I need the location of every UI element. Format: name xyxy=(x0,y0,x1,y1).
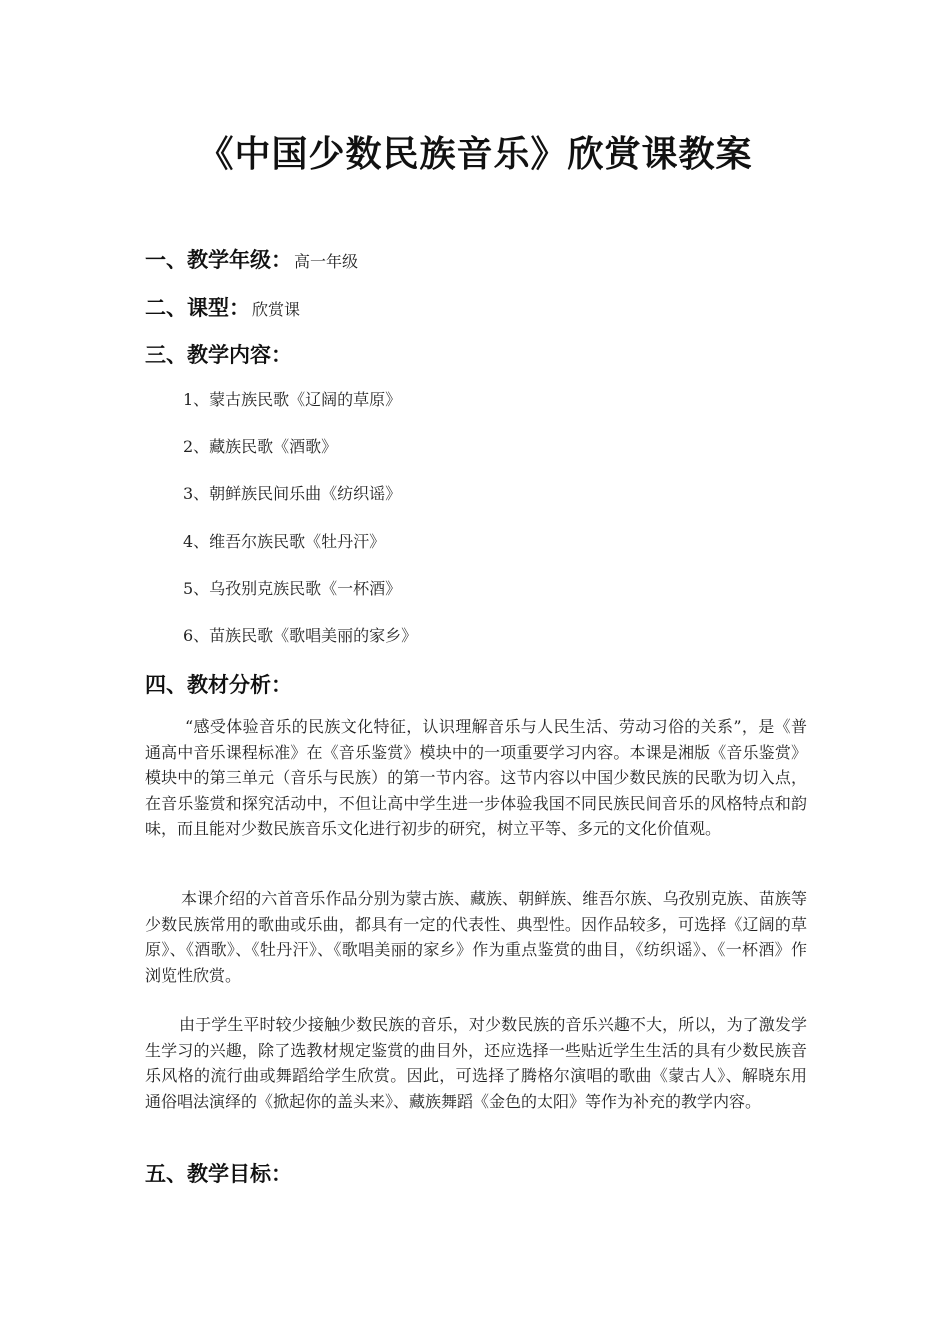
section-lesson-type xyxy=(145,292,300,322)
page-title: 《中国少数民族音乐》欣赏课教案 xyxy=(197,134,753,175)
list-item: 3、朝鲜族民间乐曲《纺织谣》 xyxy=(183,484,402,503)
analysis-paragraph-2: 本课介绍的六首音乐作品分别为蒙古族、藏族、朝鲜族、维吾尔族、乌孜别克族、苗族等少数民族常用的歌曲或乐曲，都具有一定的代表性、典型性。因作品较多，可选择《辽阔的草原》、《酒歌》、《牡丹汗》、《歌唱美丽的家乡》作为重点鉴赏的曲目，《纺织谣》、《一杯酒》作浏览性欣赏。 xyxy=(145,889,807,985)
section-value: 高一年级 xyxy=(294,252,359,271)
list-item: 6、苗族民歌《歌唱美丽的家乡》 xyxy=(183,626,418,645)
section-grade xyxy=(145,244,358,274)
section-heading: 一、教学年级： xyxy=(145,248,292,272)
list-item: 1、蒙古族民歌《辽阔的草原》 xyxy=(183,390,402,409)
section-analysis xyxy=(145,669,292,699)
analysis-paragraph-3: 由于学生平时较少接触少数民族的音乐，对少数民族的音乐兴趣不大，所以，为了激发学生学习的兴趣，除了选教材规定鉴赏的曲目外，还应选择一些贴近学生生活的具有少数民族音乐风格的流行曲或舞蹈给学生欣赏。因此，可选择了腾格尔演唱的歌曲《蒙古人》、解晓东用通俗唱法演绎的《掀起你的盖头来》、藏族舞蹈《金色的太阳》等作为补充的教学内容。 xyxy=(145,1015,807,1111)
section-heading: 三、教学内容： xyxy=(145,343,292,367)
section-heading: 二、课型： xyxy=(145,296,250,320)
analysis-paragraph-1: “感受体验音乐的民族文化特征，认识理解音乐与人民生活、劳动习俗的关系”，是《普通高中音乐课程标准》在《音乐鉴赏》模块中的一项重要学习内容。本课是湘版《音乐鉴赏》模块中的第三单元（音乐与民族）的第一节内容。这节内容以中国少数民族的民歌为切入点，在音乐鉴赏和探究活动中，不但让高中学生进一步体验我国不同民族民间音乐的风格特点和韵味，而且能对少数民族音乐文化进行初步的研究，树立平等、多元的文化价值观。 xyxy=(145,717,807,838)
section-content xyxy=(145,339,292,369)
section-objectives xyxy=(145,1158,292,1188)
list-item: 4、维吾尔族民歌《牡丹汗》 xyxy=(183,532,386,551)
list-item: 5、乌孜别克族民歌《一杯酒》 xyxy=(183,579,402,598)
list-item: 2、藏族民歌《酒歌》 xyxy=(183,437,338,456)
section-heading: 四、教材分析： xyxy=(145,673,292,697)
section-heading: 五、教学目标： xyxy=(145,1162,292,1186)
section-value: 欣赏课 xyxy=(252,300,301,319)
